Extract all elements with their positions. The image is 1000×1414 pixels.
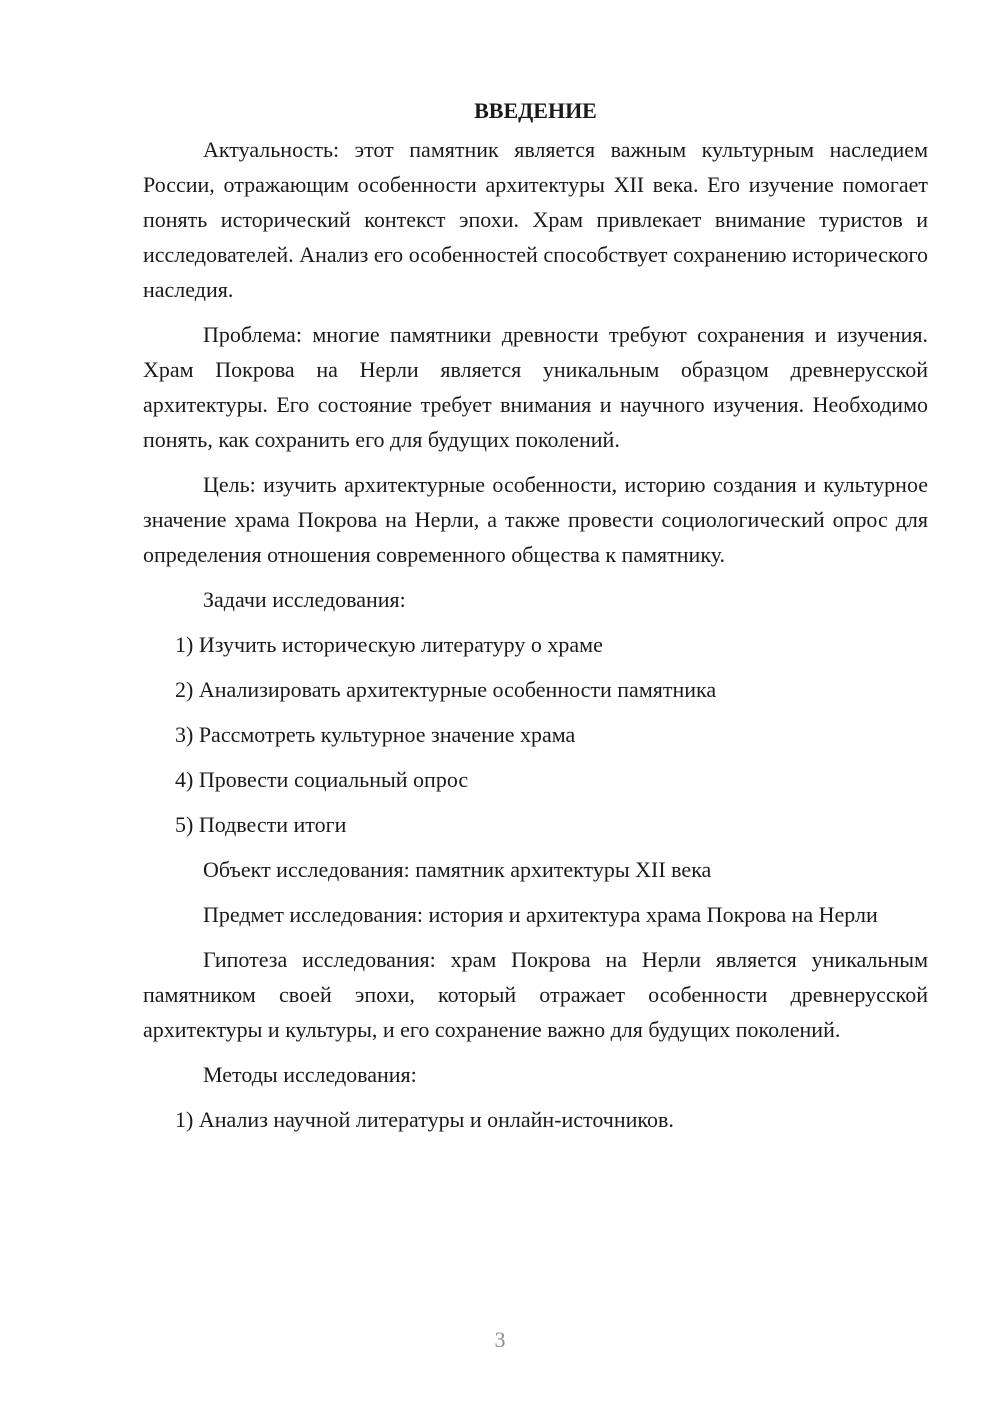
methods-heading: Методы исследования: xyxy=(203,1062,417,1087)
task-item: 5) Подвести итоги xyxy=(175,812,347,837)
page-content xyxy=(143,93,928,1147)
subject-paragraph: Предмет исследования: история и архитектура храма Покрова на Нерли xyxy=(203,902,878,927)
task-item: 3) Рассмотреть культурное значение храма xyxy=(175,722,576,747)
task-item: 2) Анализировать архитектурные особенности памятника xyxy=(175,677,717,702)
task-item: 4) Провести социальный опрос xyxy=(175,767,469,792)
tasks-heading: Задачи исследования: xyxy=(203,587,406,612)
goal-paragraph: Цель: изучить архитектурные особенности, историю создания и культурное значение храма Покрова на Нерли, а также провести социологический опрос для определения отношения современного общества к памятнику. xyxy=(143,472,928,567)
problem-paragraph: Проблема: многие памятники древности требуют сохранения и изучения. Храм Покрова на Нерли является уникальным образцом древнерусской архитектуры. Его состояние требует внимания и научного изучения. Необходимо понять, как сохранить его для будущих поколений. xyxy=(143,322,928,452)
hypothesis-paragraph: Гипотеза исследования: храм Покрова на Нерли является уникальным памятником своей эпохи, который отражает особенности древнерусской архитектуры и культуры, и его сохранение важно для будущих поколений. xyxy=(143,947,928,1042)
object-paragraph: Объект исследования: памятник архитектуры XII века xyxy=(203,857,712,882)
relevance-paragraph: Актуальность: этот памятник является важным культурным наследием России, отражающим особенности архитектуры XII века. Его изучение помогает понять исторический контекст эпохи. Храм привлекает внимание туристов и исследователей. Анализ его особенностей способствует сохранению исторического наследия. xyxy=(143,137,928,302)
method-item: 1) Анализ научной литературы и онлайн-источников. xyxy=(175,1107,674,1132)
page-number: 3 xyxy=(494,1327,506,1352)
task-item: 1) Изучить историческую литературу о храме xyxy=(175,632,603,657)
page-title: ВВЕДЕНИЕ xyxy=(474,98,597,123)
